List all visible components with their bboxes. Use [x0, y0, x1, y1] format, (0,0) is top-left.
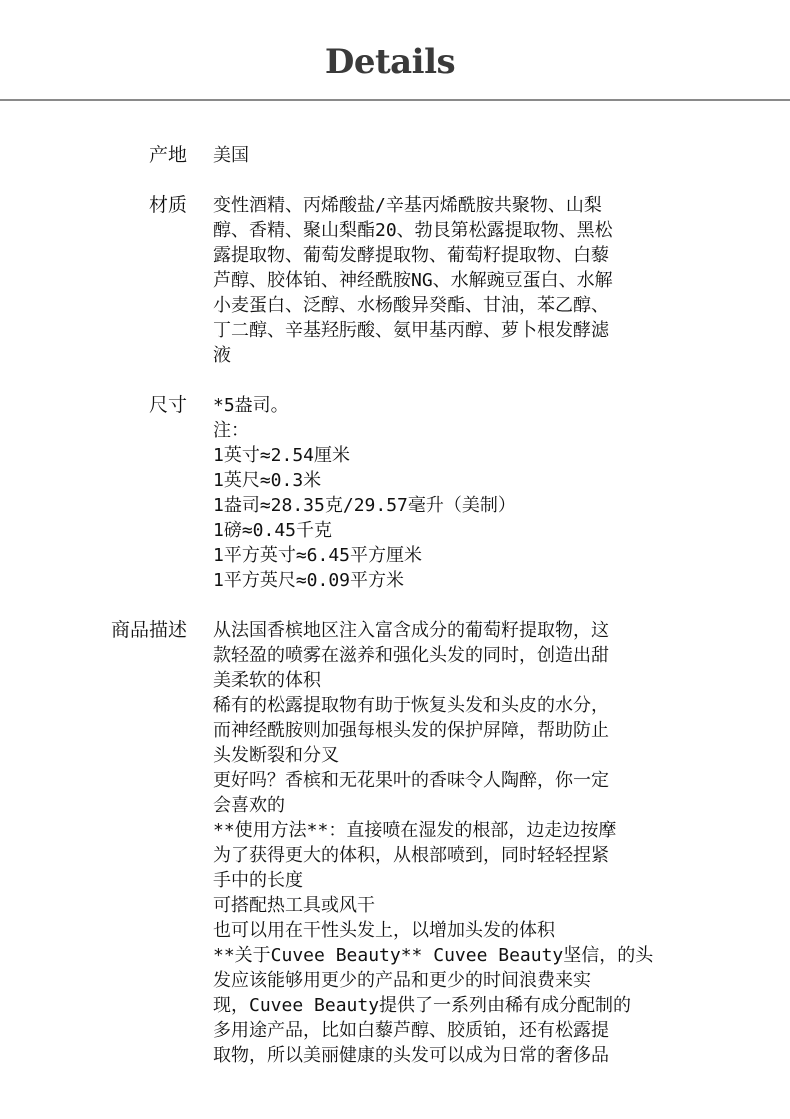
- value-line: 变性酒精、丙烯酸盐/辛基丙烯酰胺共聚物、山梨: [213, 195, 602, 216]
- value-line: 露提取物、葡萄发酵提取物、葡萄籽提取物、白藜: [213, 245, 609, 266]
- detail-row-material: [0, 193, 790, 368]
- value-line: 液: [213, 345, 231, 366]
- value-line: 而神经酰胺则加强每根头发的保护屏障，帮助防止: [213, 720, 609, 741]
- value-line: 1平方英尺≈0.09平方米: [213, 570, 405, 591]
- page-header: [0, 0, 790, 100]
- value-line: 丁二醇、辛基羟肟酸、氨甲基丙醇、萝卜根发酵滤: [213, 320, 609, 341]
- value-line: 1平方英寸≈6.45平方厘米: [213, 545, 423, 566]
- value-line: 1磅≈0.45千克: [213, 520, 333, 541]
- value-line: 1盎司≈28.35克/29.57毫升（美制）: [213, 495, 516, 516]
- value-line: 发应该能够用更少的产品和更少的时间浪费来实: [213, 970, 591, 991]
- detail-row-description: [0, 618, 790, 1068]
- value-line: 更好吗？香槟和无花果叶的香味令人陶醉，你一定: [213, 770, 609, 791]
- detail-value-material: [213, 193, 683, 368]
- value-line: **关于Cuvee Beauty** Cuvee Beauty坚信，的头: [213, 945, 654, 966]
- detail-row-origin: [0, 143, 790, 168]
- value-line: 美柔软的体积: [213, 670, 321, 691]
- value-line: 取物，所以美丽健康的头发可以成为日常的奢侈品: [213, 1045, 609, 1066]
- details-list: [0, 143, 790, 1093]
- detail-row-size: [0, 393, 790, 593]
- value-line: 稀有的松露提取物有助于恢复头发和头皮的水分，: [213, 695, 609, 716]
- value-line: 也可以用在干性头发上，以增加头发的体积: [213, 920, 555, 941]
- header-divider: [0, 99, 790, 101]
- detail-value-description: [213, 618, 683, 1068]
- value-line: 从法国香槟地区注入富含成分的葡萄籽提取物，这: [213, 620, 609, 641]
- value-line: 芦醇、胶体铂、神经酰胺NG、水解豌豆蛋白、水解: [213, 270, 613, 291]
- value-line: 可搭配热工具或风干: [213, 895, 375, 916]
- detail-label: 商品描述: [110, 619, 187, 641]
- value-line: 小麦蛋白、泛醇、水杨酸异癸酯、甘油，苯乙醇、: [213, 295, 609, 316]
- detail-label: 尺寸: [148, 394, 187, 416]
- value-line: 头发断裂和分叉: [213, 745, 339, 766]
- value-line: 1英寸≈2.54厘米: [213, 445, 351, 466]
- detail-value-size: [213, 393, 683, 593]
- value-line: 为了获得更大的体积，从根部喷到，同时轻轻捏紧: [213, 845, 609, 866]
- value-line: 美国: [213, 145, 249, 166]
- value-line: *5盎司。: [213, 395, 289, 416]
- value-line: 醇、香精、聚山梨酯20、勃艮第松露提取物、黑松: [213, 220, 613, 241]
- detail-value-origin: [213, 143, 683, 168]
- detail-label: 材质: [148, 194, 187, 216]
- value-line: 1英尺≈0.3米: [213, 470, 322, 491]
- page-title: Details: [324, 42, 456, 82]
- detail-label: 产地: [148, 144, 187, 166]
- value-line: 多用途产品，比如白藜芦醇、胶质铂，还有松露提: [213, 1020, 609, 1041]
- value-line: 款轻盈的喷雾在滋养和强化头发的同时，创造出甜: [213, 645, 609, 666]
- value-line: **使用方法**：直接喷在湿发的根部，边走边按摩: [213, 820, 617, 841]
- value-line: 会喜欢的: [213, 795, 285, 816]
- value-line: 现，Cuvee Beauty提供了一系列由稀有成分配制的: [213, 995, 632, 1016]
- value-line: 手中的长度: [213, 870, 303, 891]
- value-line: 注：: [213, 420, 249, 441]
